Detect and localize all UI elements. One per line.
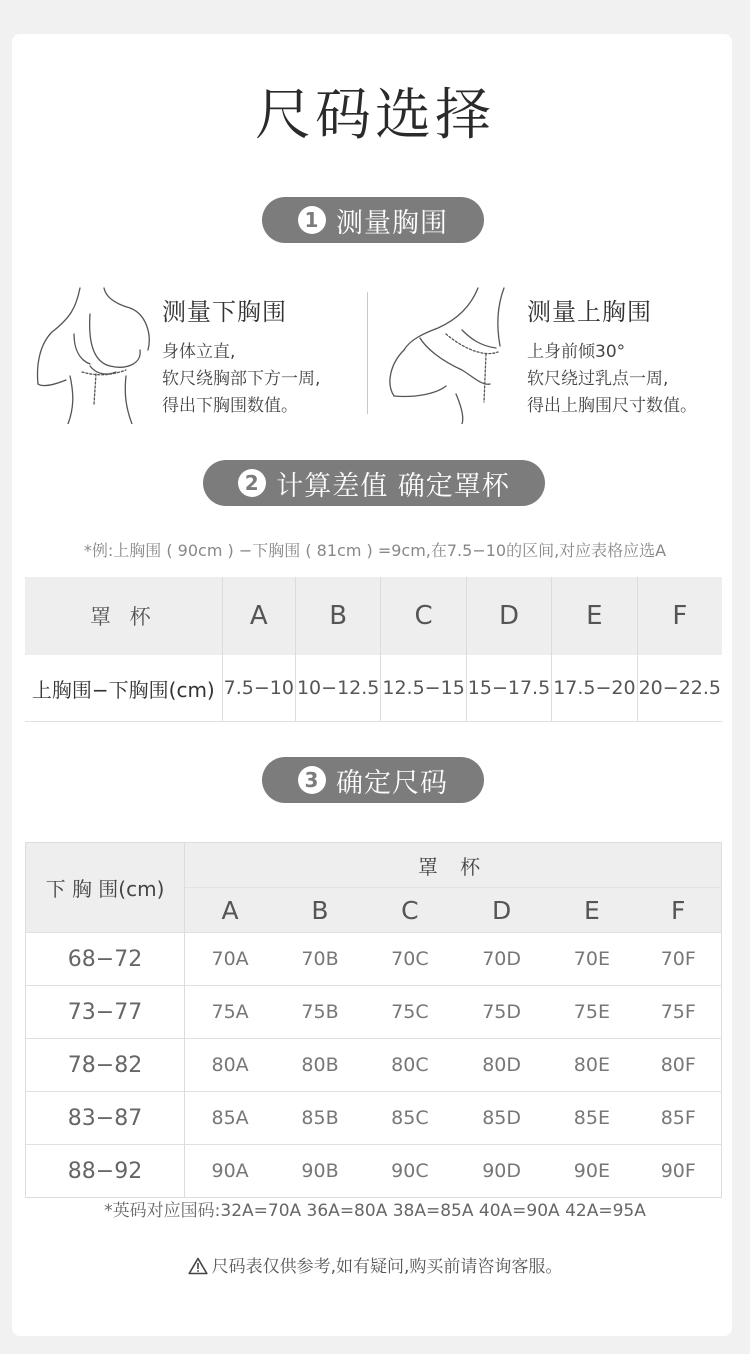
size-value: 80F <box>636 1039 722 1092</box>
size-chart-table <box>25 842 722 1198</box>
cup-range: 7.5−10 <box>222 655 295 722</box>
cup-header-row <box>25 577 722 655</box>
size-cup-letter: E <box>548 888 635 933</box>
size-value: 85D <box>455 1092 548 1145</box>
over-bust-illustration <box>386 284 510 424</box>
size-value: 80D <box>455 1039 548 1092</box>
size-cup-letter: F <box>636 888 722 933</box>
size-value: 70E <box>548 933 635 986</box>
under-bust-line: 软尺绕胸部下方一周, <box>162 369 321 389</box>
size-value: 75C <box>365 986 455 1039</box>
step3-label: 确定尺码 <box>336 767 448 799</box>
disclaimer <box>0 1252 750 1277</box>
size-value: 85A <box>185 1092 276 1145</box>
size-value: 85F <box>636 1092 722 1145</box>
step2-number: 2 <box>238 469 266 497</box>
cup-letter: C <box>381 577 466 655</box>
cup-letter: D <box>466 577 551 655</box>
size-value: 70B <box>275 933 365 986</box>
size-value: 90B <box>275 1145 365 1198</box>
size-header-row <box>26 843 722 888</box>
cup-letter: B <box>295 577 380 655</box>
size-value: 80E <box>548 1039 635 1092</box>
step3-number: 3 <box>298 766 326 794</box>
step3-pill <box>262 757 484 803</box>
size-value: 75E <box>548 986 635 1039</box>
under-bust-instructions <box>162 292 320 420</box>
disclaimer-text: 尺码表仅供参考,如有疑问,购买前请咨询客服。 <box>211 1257 563 1277</box>
band-header: 下 胸 围(cm) <box>26 843 185 933</box>
size-value: 90F <box>636 1145 722 1198</box>
table-row <box>26 933 722 986</box>
warning-icon <box>188 1257 208 1275</box>
size-value: 70C <box>365 933 455 986</box>
size-value: 80A <box>185 1039 276 1092</box>
size-value: 75A <box>185 986 276 1039</box>
cup-header-label: 罩 杯 <box>25 577 222 655</box>
step2-pill <box>203 460 545 506</box>
over-bust-heading: 测量上胸围 <box>527 298 652 326</box>
size-cup-letter: C <box>365 888 455 933</box>
band-range: 73−77 <box>26 986 185 1039</box>
band-range: 83−87 <box>26 1092 185 1145</box>
measure-divider <box>367 292 368 414</box>
size-value: 70F <box>636 933 722 986</box>
cup-letter: E <box>552 577 637 655</box>
table-row <box>26 1145 722 1198</box>
size-value: 90E <box>548 1145 635 1198</box>
under-bust-line: 得出下胸围数值。 <box>162 396 298 416</box>
over-bust-instructions <box>527 292 697 420</box>
band-range: 68−72 <box>26 933 185 986</box>
size-value: 85B <box>275 1092 365 1145</box>
over-bust-line: 得出上胸围尺寸数值。 <box>527 396 697 416</box>
under-bust-illustration <box>30 284 158 424</box>
over-bust-line: 上身前倾30° <box>527 342 626 362</box>
under-bust-heading: 测量下胸围 <box>162 298 287 326</box>
cup-range: 10−12.5 <box>295 655 380 722</box>
step1-pill <box>262 197 484 243</box>
size-value: 90D <box>455 1145 548 1198</box>
size-value: 75B <box>275 986 365 1039</box>
table-row <box>26 1039 722 1092</box>
size-value: 70D <box>455 933 548 986</box>
step1-number: 1 <box>298 206 326 234</box>
cup-range: 20−22.5 <box>637 655 722 722</box>
size-value: 75D <box>455 986 548 1039</box>
size-value: 80B <box>275 1039 365 1092</box>
under-bust-line: 身体立直, <box>162 342 236 362</box>
uk-size-note: *英码对应国码:32A=70A 36A=80A 38A=85A 40A=90A 42A=95A <box>104 1201 646 1221</box>
table-row <box>26 1092 722 1145</box>
size-value: 85E <box>548 1092 635 1145</box>
cup-range: 12.5−15 <box>381 655 466 722</box>
size-value: 85C <box>365 1092 455 1145</box>
size-value: 75F <box>636 986 722 1039</box>
band-range: 78−82 <box>26 1039 185 1092</box>
step2-label: 计算差值 确定罩杯 <box>276 470 510 502</box>
size-value: 90C <box>365 1145 455 1198</box>
size-cup-letter: D <box>455 888 548 933</box>
cup-header: 罩 杯 <box>185 843 722 888</box>
cup-difference-table <box>25 577 722 722</box>
size-cup-letter: B <box>275 888 365 933</box>
calculation-example: *例:上胸围 ( 90cm ) −下胸围 ( 81cm ) =9cm,在7.5−10的区间,对应表格应选A <box>83 541 667 560</box>
cup-range-row <box>25 655 722 722</box>
band-range: 88−92 <box>26 1145 185 1198</box>
size-cup-letter: A <box>185 888 276 933</box>
over-bust-line: 软尺绕过乳点一周, <box>527 369 669 389</box>
page-title: 尺码选择 <box>255 83 495 148</box>
size-value: 70A <box>185 933 276 986</box>
cup-range: 15−17.5 <box>466 655 551 722</box>
cup-letter: F <box>637 577 722 655</box>
step1-label: 测量胸围 <box>336 207 448 239</box>
table-row <box>26 986 722 1039</box>
size-value: 80C <box>365 1039 455 1092</box>
cup-range: 17.5−20 <box>552 655 637 722</box>
cup-letter: A <box>222 577 295 655</box>
cup-range-label: 上胸围−下胸围(cm) <box>25 655 222 722</box>
size-value: 90A <box>185 1145 276 1198</box>
